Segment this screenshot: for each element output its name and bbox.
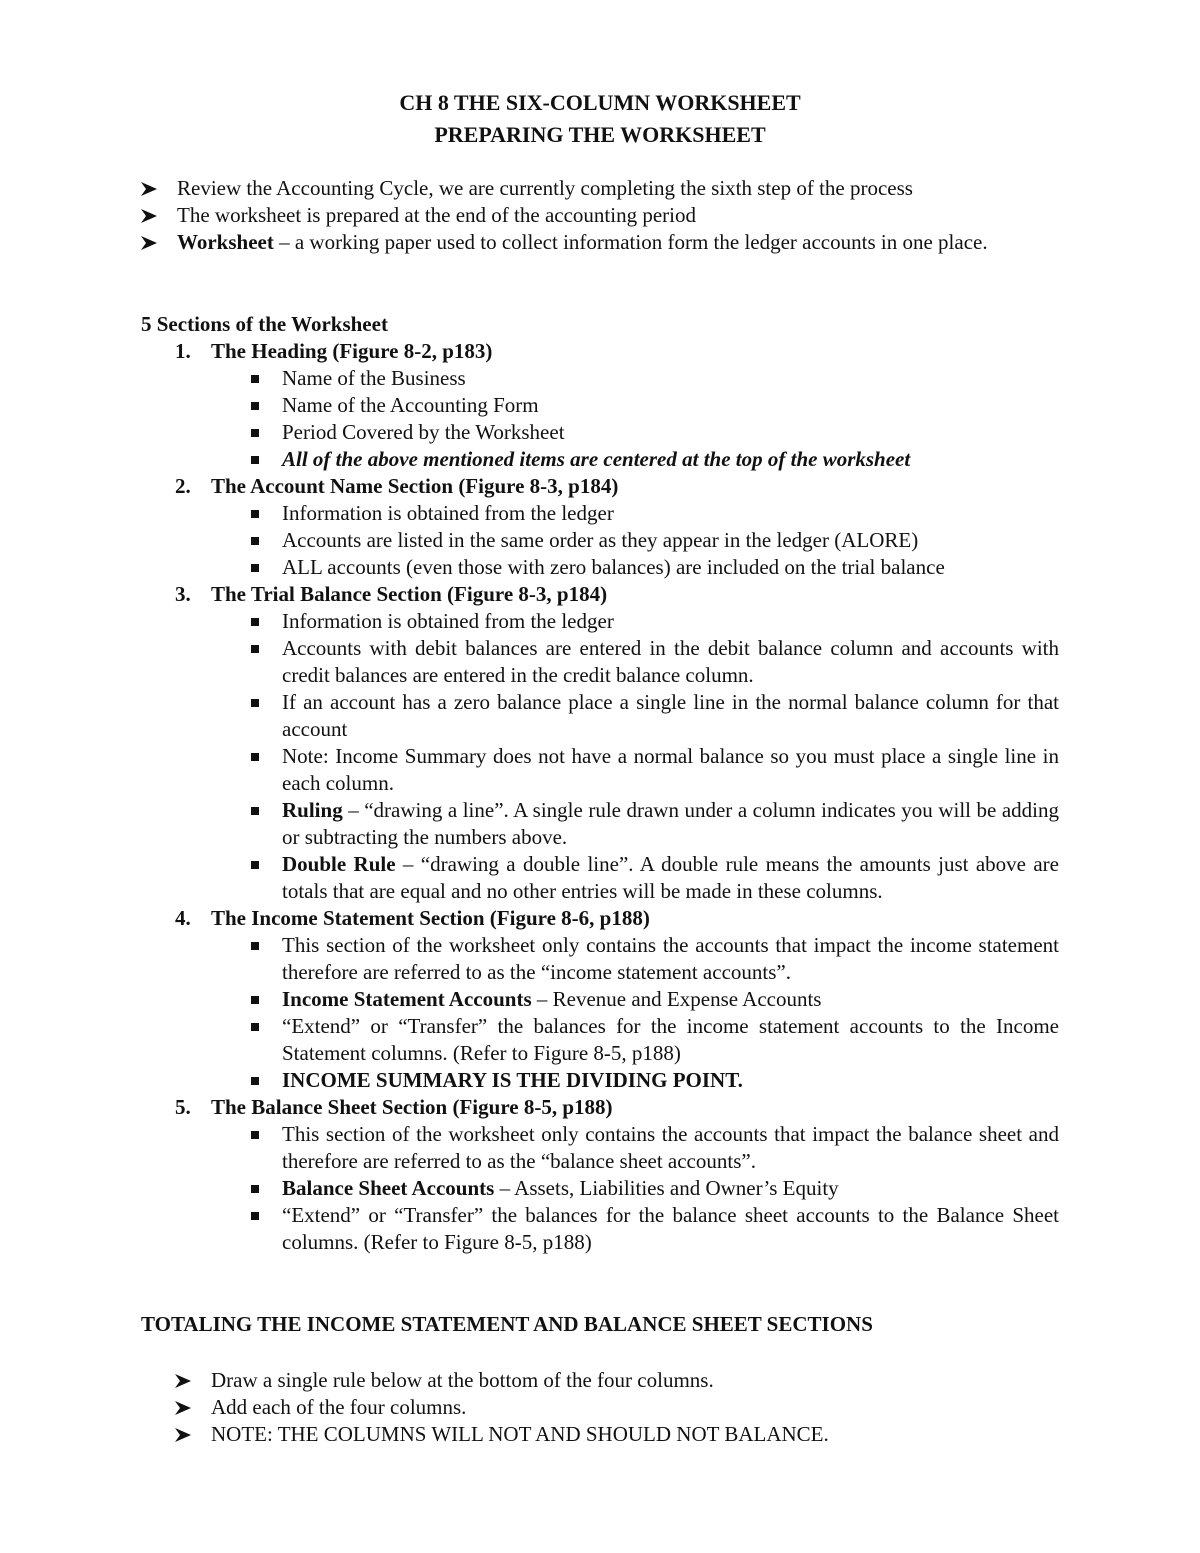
square-bullet-icon — [251, 861, 259, 869]
arrow-bullet-icon — [175, 1367, 203, 1388]
totaling-step — [175, 1367, 1059, 1394]
square-bullet-icon — [251, 1077, 259, 1085]
bullet-item — [211, 1013, 1059, 1067]
bullet-text: This section of the worksheet only contains the accounts that impact the income statement therefore are referred to as the “income statement accounts”. — [282, 933, 1059, 984]
intro-item-definition — [141, 229, 1059, 256]
section-title: The Account Name Section (Figure 8-3, p184) — [211, 474, 619, 498]
bullet-text: Name of the Business — [282, 366, 466, 390]
intro-list — [141, 175, 1059, 256]
bullet-text: INCOME SUMMARY IS THE DIVIDING POINT. — [282, 1068, 743, 1092]
definition-term: Worksheet — [177, 230, 274, 254]
square-bullet-icon — [251, 564, 259, 572]
bullet-item — [211, 797, 1059, 851]
bullet-text: Note: Income Summary does not have a normal balance so you must place a single line in each column. — [282, 744, 1059, 795]
bullet-text: – Assets, Liabilities and Owner’s Equity — [494, 1176, 839, 1200]
bullet-text: – “drawing a double line”. A double rule means the amounts just above are totals that are equal and no other entries will be made in these columns. — [282, 852, 1059, 903]
bullet-text: If an account has a zero balance place a single line in the normal balance column for that account — [282, 690, 1059, 741]
bullet-text: Accounts are listed in the same order as they appear in the ledger (ALORE) — [282, 528, 919, 552]
section-number: 5. — [175, 1095, 191, 1119]
square-bullet-icon — [251, 753, 259, 761]
bullet-text: All of the above mentioned items are centered at the top of the worksheet — [282, 447, 911, 471]
square-bullet-icon — [251, 429, 259, 437]
section-item — [175, 473, 1059, 581]
section-title: The Heading (Figure 8-2, p183) — [211, 339, 493, 363]
bullet-item — [211, 446, 1059, 473]
square-bullet-icon — [251, 618, 259, 626]
arrow-bullet-icon — [175, 1421, 203, 1442]
bullet-item — [211, 1202, 1059, 1256]
bullet-item — [211, 1121, 1059, 1175]
document-title: CH 8 THE SIX-COLUMN WORKSHEET — [399, 90, 801, 115]
square-bullet-icon — [251, 510, 259, 518]
bullet-item — [211, 365, 1059, 392]
bullet-text: Accounts with debit balances are entered in the debit balance column and accounts with credit balances are entered in the credit balance column. — [282, 636, 1059, 687]
square-bullet-icon — [251, 942, 259, 950]
square-bullet-icon — [251, 996, 259, 1004]
bullet-item — [211, 500, 1059, 527]
arrow-bullet-icon — [141, 202, 169, 223]
bullet-item — [211, 608, 1059, 635]
section-item — [175, 1094, 1059, 1256]
totaling-step-text: NOTE: THE COLUMNS WILL NOT AND SHOULD NOT BALANCE. — [211, 1422, 829, 1446]
bullet-text: Information is obtained from the ledger — [282, 501, 614, 525]
square-bullet-icon — [251, 402, 259, 410]
section-title: The Balance Sheet Section (Figure 8-5, p188) — [211, 1095, 613, 1119]
bullet-item — [211, 1067, 1059, 1094]
section-bullets — [211, 1121, 1059, 1256]
square-bullet-icon — [251, 1131, 259, 1139]
section-bullets — [211, 365, 1059, 473]
square-bullet-icon — [251, 1185, 259, 1193]
square-bullet-icon — [251, 645, 259, 653]
intro-text: The worksheet is prepared at the end of the accounting period — [177, 203, 696, 227]
section-title: The Income Statement Section (Figure 8-6, p188) — [211, 906, 650, 930]
totaling-step-text: Draw a single rule below at the bottom of the four columns. — [211, 1368, 714, 1392]
arrow-bullet-icon — [141, 229, 169, 250]
square-bullet-icon — [251, 537, 259, 545]
totaling-steps-list — [175, 1367, 1059, 1448]
square-bullet-icon — [251, 807, 259, 815]
bullet-text: “Extend” or “Transfer” the balances for the balance sheet accounts to the Balance Sheet columns. (Refer to Figure 8-5, p188) — [282, 1203, 1059, 1254]
section-bullets — [211, 608, 1059, 905]
intro-item — [141, 175, 1059, 202]
bullet-text: “Extend” or “Transfer” the balances for the income statement accounts to the Income Statement columns. (Refer to Figure 8-5, p188) — [282, 1014, 1059, 1065]
bullet-item — [211, 932, 1059, 986]
bullet-text: Period Covered by the Worksheet — [282, 420, 565, 444]
square-bullet-icon — [251, 1023, 259, 1031]
bullet-item — [211, 1175, 1059, 1202]
bullet-text: ALL accounts (even those with zero balances) are included on the trial balance — [282, 555, 945, 579]
bullet-text: – “drawing a line”. A single rule drawn under a column indicates you will be adding or subtracting the numbers above. — [282, 798, 1059, 849]
intro-text: Review the Accounting Cycle, we are currently completing the sixth step of the process — [177, 176, 913, 200]
bullet-item — [211, 392, 1059, 419]
definition-text: – a working paper used to collect information form the ledger accounts in one place. — [273, 230, 988, 254]
bullet-term: Ruling — [282, 798, 343, 822]
section-number: 3. — [175, 582, 191, 606]
bullet-item — [211, 419, 1059, 446]
square-bullet-icon — [251, 1212, 259, 1220]
square-bullet-icon — [251, 375, 259, 383]
square-bullet-icon — [251, 699, 259, 707]
intro-item — [141, 202, 1059, 229]
bullet-term: Balance Sheet Accounts — [282, 1176, 495, 1200]
section-number: 4. — [175, 906, 191, 930]
section-number: 1. — [175, 339, 191, 363]
totaling-step-text: Add each of the four columns. — [211, 1395, 467, 1419]
bullet-term: Income Statement Accounts — [282, 987, 532, 1011]
section-title: The Trial Balance Section (Figure 8-3, p184) — [211, 582, 608, 606]
sections-list — [175, 338, 1059, 1256]
bullet-item — [211, 635, 1059, 689]
square-bullet-icon — [251, 456, 259, 464]
bullet-item — [211, 554, 1059, 581]
section-number: 2. — [175, 474, 191, 498]
section-item — [175, 581, 1059, 905]
totaling-step — [175, 1421, 1059, 1448]
sections-heading: 5 Sections of the Worksheet — [141, 312, 388, 336]
bullet-text: Information is obtained from the ledger — [282, 609, 614, 633]
section-item — [175, 905, 1059, 1094]
section-bullets — [211, 932, 1059, 1094]
arrow-bullet-icon — [175, 1394, 203, 1415]
bullet-item — [211, 527, 1059, 554]
bullet-term: Double Rule — [282, 852, 396, 876]
totaling-step — [175, 1394, 1059, 1421]
section-item — [175, 338, 1059, 473]
bullet-item — [211, 743, 1059, 797]
bullet-item — [211, 986, 1059, 1013]
bullet-text: Name of the Accounting Form — [282, 393, 539, 417]
totaling-heading: TOTALING THE INCOME STATEMENT AND BALANCE SHEET SECTIONS — [141, 1312, 873, 1336]
bullet-item — [211, 689, 1059, 743]
bullet-item — [211, 851, 1059, 905]
bullet-text: This section of the worksheet only contains the accounts that impact the balance sheet and therefore are referred to as the “balance sheet accounts”. — [282, 1122, 1059, 1173]
section-bullets — [211, 500, 1059, 581]
document-subtitle: PREPARING THE WORKSHEET — [434, 122, 766, 147]
bullet-text: – Revenue and Expense Accounts — [531, 987, 822, 1011]
arrow-bullet-icon — [141, 175, 169, 196]
